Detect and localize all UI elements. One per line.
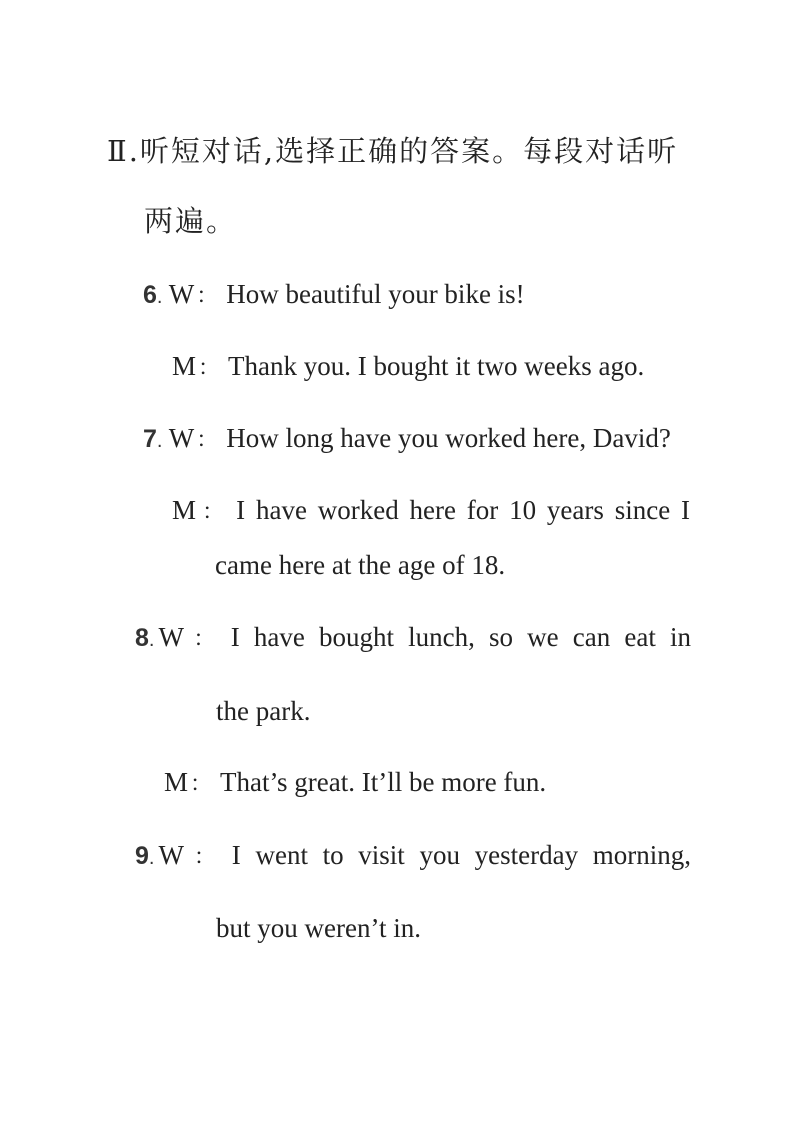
speaker-label: W [168,279,195,309]
dialogue-6-woman [143,277,525,314]
utterance-text: I went to visit you yesterday morning, [231,840,691,870]
number-dot: . [156,286,163,308]
speaker-colon: ： [198,500,229,525]
speaker-colon: ： [185,845,224,870]
speaker-label: W [158,840,184,870]
speaker-colon: ： [196,428,219,453]
utterance-text: How long have you worked here, David? [226,423,671,453]
utterance-text: I have bought lunch, so we can eat in [230,622,691,652]
speaker-label: M [172,495,197,525]
question-number: 9 [135,842,149,870]
dialogue-8-woman-continuation: the park. [216,696,311,726]
speaker-colon: ： [185,627,223,652]
utterance-text: That’s great. It’ll be more fun. [220,767,547,797]
number-dot: . [156,430,163,452]
section-heading-line-2: 两遍。 [144,204,238,238]
dialogue-7-man-continuation: came here at the age of 18. [215,550,506,580]
dialogue-8-man [164,765,546,802]
dialogue-7-woman [143,421,671,458]
dialogue-9-woman-continuation: but you weren’t in. [216,913,421,943]
question-number: 6 [143,281,157,309]
number-dot: . [148,847,155,869]
utterance-text: Thank you. I bought it two weeks ago. [228,351,645,381]
speaker-label: M [172,351,197,381]
dialogue-9-woman [135,838,691,875]
dialogue-7-man [172,493,690,530]
dialogue-6-man [172,349,644,386]
number-dot: . [148,629,155,651]
speaker-colon: ： [198,356,221,381]
speaker-colon: ： [190,772,213,797]
speaker-colon: ： [196,284,219,309]
question-number: 7 [143,425,157,453]
question-number: 8 [135,624,149,652]
section-heading-line-1: Ⅱ.听短对话,选择正确的答案。每段对话听 [107,134,679,168]
utterance-text: How beautiful your bike is! [226,279,525,309]
speaker-label: M [164,767,189,797]
speaker-label: W [168,423,195,453]
utterance-text: I have worked here for 10 years since I [236,495,690,525]
dialogue-8-woman [135,620,691,657]
speaker-label: W [158,622,184,652]
